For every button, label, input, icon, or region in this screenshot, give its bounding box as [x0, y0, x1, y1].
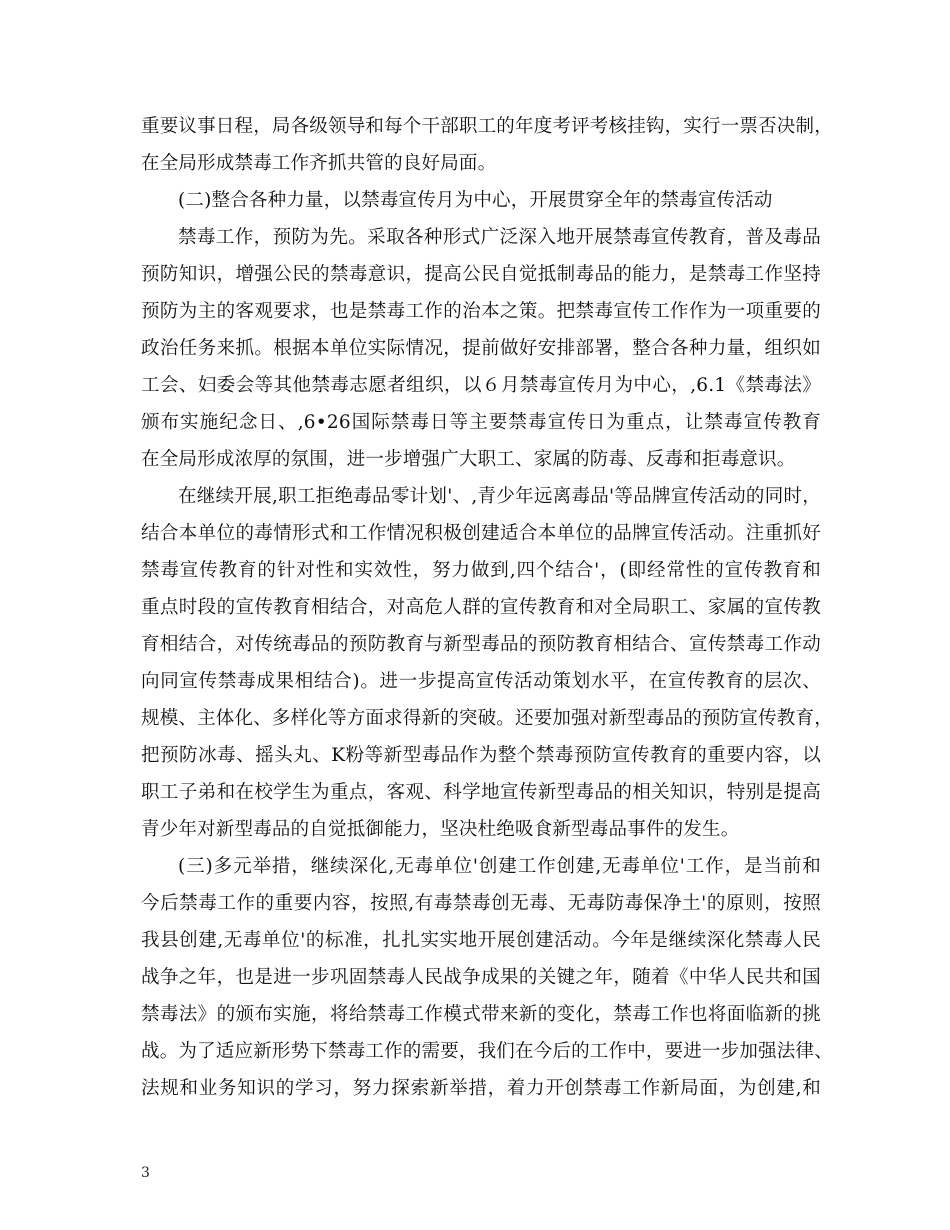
text-line: 育相结合，对传统毒品的预防教育与新型毒品的预防教育相结合、宣传禁毒工作动: [141, 634, 821, 655]
text-line: 预防为主的客观要求，也是禁毒工作的治本之策。把禁毒宣传工作作为一项重要的: [141, 301, 821, 322]
text-line: 我县创建,无毒单位'的标准，扎扎实实地开展创建活动。今年是继续深化禁毒人民: [141, 930, 821, 951]
text-line: 规模、主体化、多样化等方面求得新的突破。还要加强对新型毒品的预防宣传教育，: [141, 708, 833, 729]
text-line: 在全局形成禁毒工作齐抓共管的良好局面。: [141, 153, 497, 174]
text-line: 重要议事日程，局各级领导和每个干部职工的年度考评考核挂钩，实行一票否决制，: [141, 116, 833, 137]
text-line: 禁毒工作，预防为先。采取各种形式广泛深入地开展禁毒宣传教育，普及毒品: [178, 227, 821, 248]
text-line: 职工子弟和在校学生为重点，客观、科学地宣传新型毒品的相关知识，特别是提高: [141, 782, 821, 803]
section-heading: (三)多元举措，继续深化,无毒单位'创建工作创建,无毒单位'工作，是当前和: [178, 856, 821, 877]
text-line: 颁布实施纪念日、,6•26国际禁毒日等主要禁毒宣传日为重点，让禁毒宣传教育: [141, 412, 821, 433]
text-line: 禁毒法》的颁布实施，将给禁毒工作模式带来新的变化，禁毒工作也将面临新的挑: [141, 1004, 821, 1025]
section-heading: (二)整合各种力量，以禁毒宣传月为中心，开展贯穿全年的禁毒宣传活动: [178, 190, 773, 211]
text-line: 工会、妇委会等其他禁毒志愿者组织，以６月禁毒宣传月为中心，,6.1《禁毒法》: [141, 375, 821, 396]
text-line: 战争之年，也是进一步巩固禁毒人民战争成果的关键之年，随着《中华人民共和国: [141, 967, 821, 988]
text-line: 政治任务来抓。根据本单位实际情况，提前做好安排部署，整合各种力量，组织如: [141, 338, 821, 359]
text-line: 战。为了适应新形势下禁毒工作的需要，我们在今后的工作中，要进一步加强法律、: [141, 1041, 833, 1062]
text-line: 重点时段的宣传教育相结合，对高危人群的宣传教育和对全局职工、家属的宣传教: [141, 597, 821, 618]
text-line: 法规和业务知识的学习，努力探索新举措，着力开创禁毒工作新局面，为创建,和: [141, 1078, 821, 1099]
text-line: 预防知识，增强公民的禁毒意识，提高公民自觉抵制毒品的能力，是禁毒工作坚持: [141, 264, 821, 285]
text-line: 把预防冰毒、摇头丸、K粉等新型毒品作为整个禁毒预防宣传教育的重要内容，以: [141, 745, 821, 766]
text-line: 禁毒宣传教育的针对性和实效性，努力做到,四个结合'，(即经常性的宣传教育和: [141, 560, 821, 581]
text-line: 结合本单位的毒情形式和工作情况积极创建适合本单位的品牌宣传活动。注重抓好: [141, 523, 821, 544]
text-line: 青少年对新型毒品的自觉抵御能力，坚决杜绝吸食新型毒品事件的发生。: [141, 819, 740, 840]
text-line: 今后禁毒工作的重要内容，按照,有毒禁毒创无毒、无毒防毒保净土'的原则，按照: [141, 893, 821, 914]
text-line: 在全局形成浓厚的氛围，进一步增强广大职工、家属的防毒、反毒和拒毒意识。: [141, 449, 796, 470]
page-number: 3: [141, 1165, 150, 1181]
text-line: 在继续开展,职工拒绝毒品零计划'、,青少年远离毒品'等品牌宣传活动的同时，: [178, 486, 821, 507]
text-line: 向同宣传禁毒成果相结合)。进一步提高宣传活动策划水平，在宣传教育的层次、: [141, 671, 821, 692]
